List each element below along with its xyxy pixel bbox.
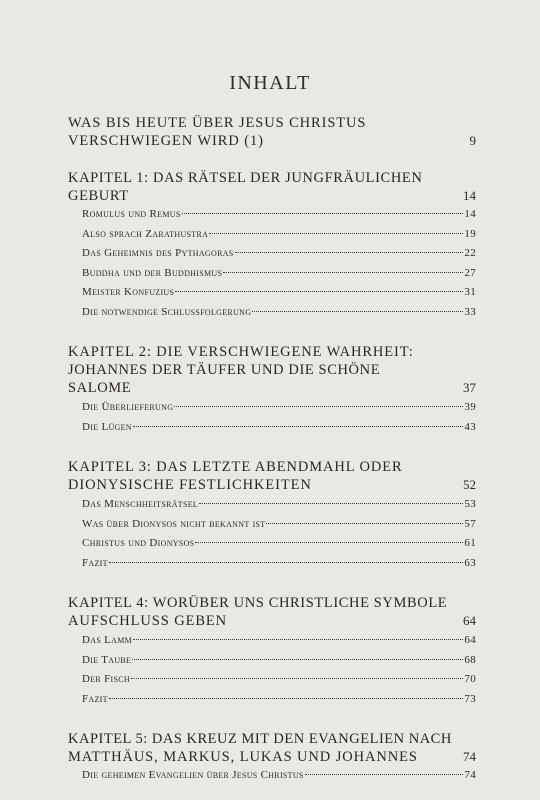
chapter-title-line: DIONYSISCHE FESTLICHKEITEN: [68, 477, 312, 493]
entry-title: Fazit: [82, 692, 108, 705]
chapter-page-number: 52: [463, 477, 476, 492]
table-of-contents: [68, 110, 476, 789]
toc-entry: [68, 693, 476, 713]
chapter-page-number: 74: [463, 749, 476, 764]
dot-leader: [131, 678, 463, 679]
chapter-3-entries: [68, 498, 476, 576]
toc-entry: [68, 267, 476, 287]
chapter-title-line: JOHANNES DER TÄUFER UND DIE SCHÖNE SALOME: [68, 362, 381, 396]
dot-leader: [132, 659, 463, 660]
entry-title: Fazit: [82, 556, 108, 569]
toc-entry: [68, 654, 476, 674]
toc-entry: [68, 247, 476, 267]
dot-leader: [195, 542, 463, 543]
toc-chapter-5: [68, 730, 476, 766]
toc-intro: [68, 114, 476, 150]
dot-leader: [199, 503, 463, 504]
toc-chapter-2: [68, 343, 476, 397]
entry-title: Die Überlieferung: [82, 401, 174, 413]
entry-page-number: 19: [464, 227, 476, 240]
entry-page-number: 27: [464, 266, 476, 279]
chapter-page-number: 14: [463, 188, 476, 203]
toc-entry: [68, 634, 476, 654]
toc-entry: [68, 673, 476, 693]
entry-page-number: 53: [464, 498, 476, 510]
toc-chapter-4: [68, 594, 476, 630]
dot-leader: [252, 311, 463, 312]
dot-leader: [174, 406, 463, 407]
chapter-1-entries: [68, 208, 476, 325]
toc-entry: [68, 228, 476, 248]
entry-title: Der Fisch: [82, 673, 130, 685]
chapter-4-entries: [68, 634, 476, 712]
entry-title: Romulus und Remus: [82, 208, 181, 220]
toc-chapter-1: [68, 169, 476, 205]
dot-leader: [235, 252, 464, 253]
toc-entry: [68, 306, 476, 326]
chapter-title-line: AUFSCHLUSS GEBEN: [68, 613, 228, 629]
chapter-2-entries: [68, 401, 476, 440]
toc-entry: [68, 498, 476, 518]
entry-page-number: 39: [464, 401, 476, 413]
entry-page-number: 57: [464, 517, 476, 530]
toc-entry: [68, 401, 476, 421]
entry-title: Christus und Dionysos: [82, 537, 195, 549]
entry-title: Also sprach Zarathustra: [82, 227, 209, 240]
dot-leader: [266, 523, 463, 524]
entry-page-number: 64: [464, 634, 476, 646]
entry-title: Meister Konfuzius: [82, 286, 175, 298]
entry-page-number: 61: [464, 537, 476, 549]
entry-page-number: 68: [464, 653, 476, 666]
chapter-title-line: VERSCHWIEGEN WIRD (1): [68, 133, 264, 149]
chapter-page-number: 9: [469, 133, 476, 148]
entry-title: Die geheimen Evangelien über Jesus Christus: [82, 769, 304, 781]
toc-entry: [68, 518, 476, 538]
entry-page-number: 73: [464, 692, 476, 705]
chapter-title-line: KAPITEL 5: DAS KREUZ MIT DEN EVANGELIEN NACH: [68, 731, 452, 747]
dot-leader: [175, 291, 463, 292]
chapter-title-line: KAPITEL 3: DAS LETZTE ABENDMAHL ODER: [68, 459, 403, 475]
entry-page-number: 70: [464, 673, 476, 685]
dot-leader: [109, 698, 464, 699]
entry-title: Das Lamm: [82, 634, 133, 646]
toc-chapter-3: [68, 458, 476, 494]
dot-leader: [223, 272, 463, 273]
chapter-title-line: KAPITEL 1: DAS RÄTSEL DER JUNGFRÄULICHEN GEBURT: [68, 170, 423, 204]
dot-leader: [133, 426, 464, 427]
entry-page-number: 33: [464, 305, 476, 318]
dot-leader: [133, 639, 463, 640]
entry-title: Buddha und der Buddhismus: [82, 266, 223, 279]
toc-entry: [68, 421, 476, 441]
entry-title: Das Geheimnis des Pythagoras: [82, 247, 234, 259]
entry-page-number: 43: [464, 420, 476, 433]
entry-title: Die notwendige Schlussfolgerung: [82, 305, 252, 318]
entry-title: Was über Dionysos nicht bekannt ist: [82, 517, 266, 530]
chapter-page-number: 37: [463, 380, 476, 395]
dot-leader: [209, 233, 463, 234]
chapter-page-number: 64: [463, 613, 476, 628]
chapter-title-line: MATTHÄUS, MARKUS, LUKAS UND JOHANNES: [68, 749, 418, 765]
toc-entry: [68, 537, 476, 557]
entry-page-number: 31: [464, 286, 476, 298]
entry-page-number: 63: [464, 556, 476, 569]
entry-title: Die Lügen: [82, 420, 132, 433]
toc-entry: [68, 286, 476, 306]
toc-entry: [68, 557, 476, 577]
dot-leader: [182, 213, 464, 214]
page-title: INHALT: [229, 72, 311, 94]
chapter-5-entries: [68, 769, 476, 789]
toc-entry: [68, 769, 476, 789]
entry-page-number: 14: [464, 208, 476, 220]
entry-page-number: 74: [464, 769, 476, 781]
dot-leader: [109, 562, 464, 563]
chapter-title-line: KAPITEL 4: WORÜBER UNS CHRISTLICHE SYMBOLE: [68, 595, 448, 611]
chapter-title-line: KAPITEL 2: DIE VERSCHWIEGENE WAHRHEIT:: [68, 344, 414, 360]
entry-title: Das Menschheitsrätsel: [82, 498, 199, 510]
chapter-title-line: WAS BIS HEUTE ÜBER JESUS CHRISTUS: [68, 115, 367, 131]
entry-page-number: 22: [464, 247, 476, 259]
entry-title: Die Taube: [82, 653, 132, 666]
dot-leader: [305, 774, 464, 775]
toc-entry: [68, 208, 476, 228]
